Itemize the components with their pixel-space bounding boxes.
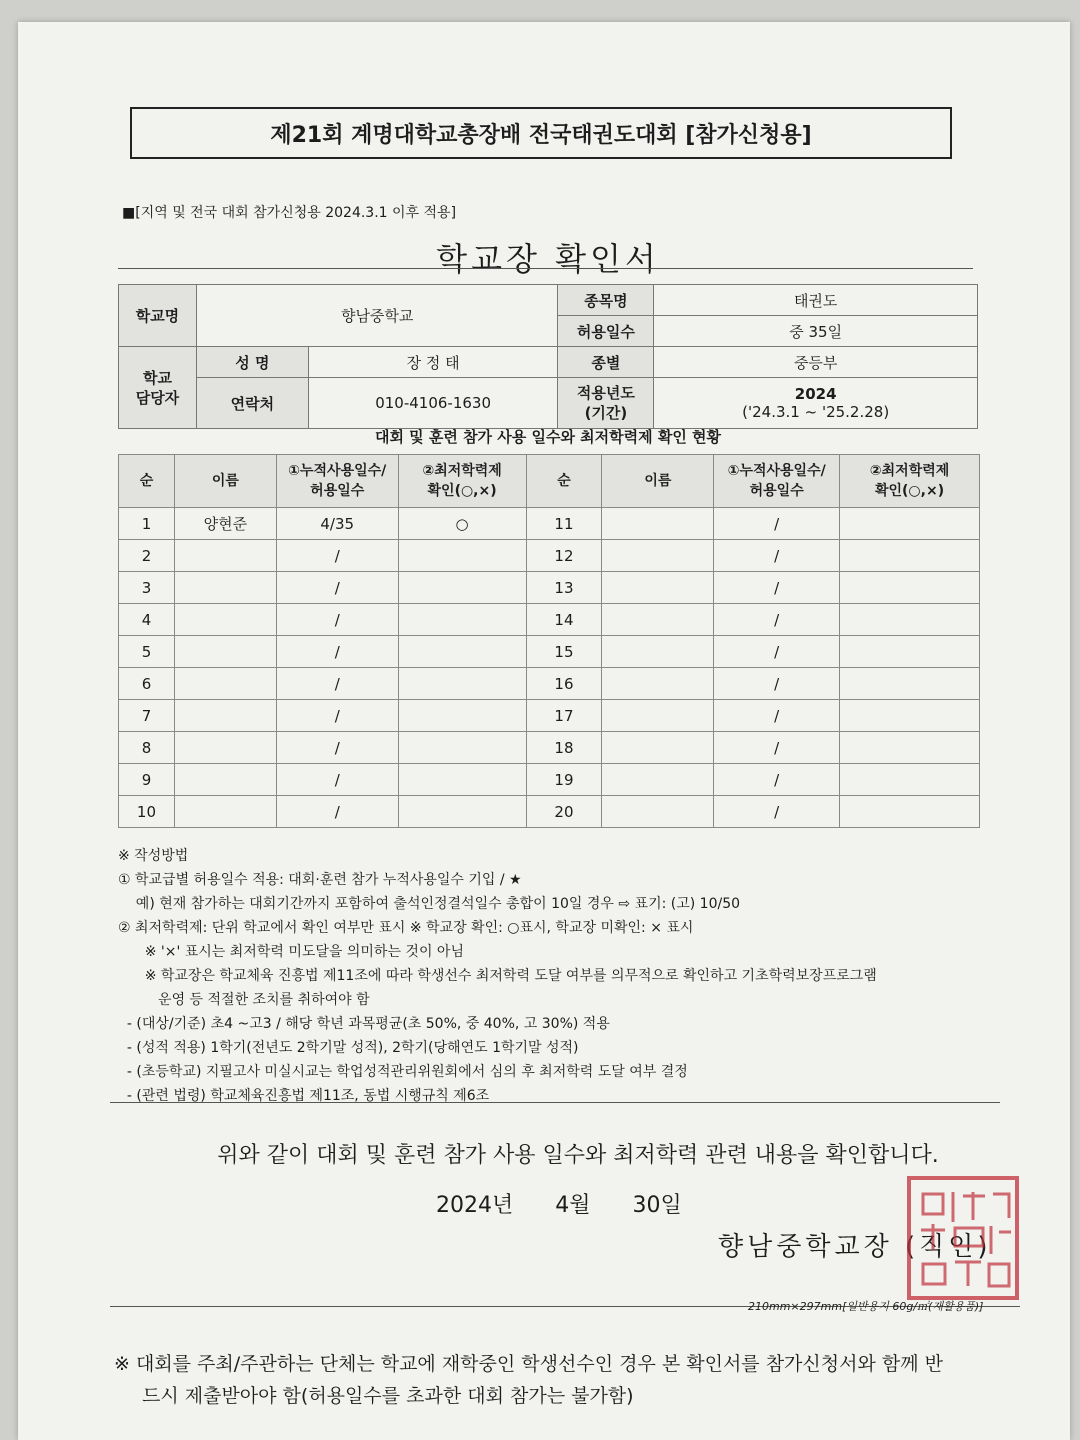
row-name [602, 732, 714, 764]
instructions [118, 844, 998, 1108]
table-row [119, 540, 980, 572]
row-days: / [714, 732, 840, 764]
instruction-line: 운영 등 적절한 조치를 취하여야 함 [118, 992, 370, 1008]
row-name [174, 668, 276, 700]
row-no: 11 [526, 508, 602, 540]
row-no: 2 [119, 540, 175, 572]
date [436, 1188, 682, 1219]
row-days: / [714, 540, 840, 572]
instruction-line: - (성적 적용) 1학기(전년도 2학기말 성적), 2학기(당해연도 1학기말 성적) [118, 1040, 579, 1056]
row-name [602, 764, 714, 796]
year-cell [654, 378, 978, 429]
divider [110, 1102, 1000, 1103]
manager-name: 장 정 태 [308, 347, 558, 378]
header-name: 이름 [602, 455, 714, 508]
document-page [18, 22, 1070, 1440]
row-check [840, 764, 980, 796]
bottom-note-line: 드시 제출받아야 함(허용일수를 초과한 대회 참가는 불가함) [142, 1385, 634, 1407]
row-no: 10 [119, 796, 175, 828]
row-check [398, 732, 526, 764]
row-name [602, 668, 714, 700]
row-days: / [714, 668, 840, 700]
competition-title: 제21회 계명대학교총장배 전국태권도대회 [참가신청용] [130, 107, 952, 159]
header-days: ①누적사용일수/ 허용일수 [714, 455, 840, 508]
row-no: 8 [119, 732, 175, 764]
event-value: 태권도 [654, 285, 978, 316]
row-no: 7 [119, 700, 175, 732]
header-no: 순 [526, 455, 602, 508]
row-check [398, 764, 526, 796]
school-info-table [118, 284, 978, 429]
row-name [174, 572, 276, 604]
instruction-line: - (관련 법령) 학교체육진흥법 제11조, 동법 시행규칙 제6조 [118, 1088, 490, 1104]
table-row [119, 764, 980, 796]
row-no: 14 [526, 604, 602, 636]
row-days: / [714, 508, 840, 540]
row-no: 19 [526, 764, 602, 796]
year-label: 적용년도 (기간) [558, 378, 654, 429]
row-check [398, 796, 526, 828]
instruction-line: - (대상/기준) 초4 ~고3 / 해당 학년 과목평균(초 50%, 중 40%, 고 30%) 적용 [118, 1016, 610, 1032]
instruction-line: ※ 작성방법 [118, 848, 189, 864]
row-check [398, 668, 526, 700]
row-days: / [276, 700, 398, 732]
bottom-note-line: ※ 대회를 주최/주관하는 단체는 학교에 재학중인 학생선수인 경우 본 확인서를 참가신청서와 함께 반 [114, 1353, 943, 1375]
row-check [840, 540, 980, 572]
row-no: 16 [526, 668, 602, 700]
event-label: 종목명 [558, 285, 654, 316]
row-check [840, 572, 980, 604]
row-no: 9 [119, 764, 175, 796]
row-check [398, 636, 526, 668]
bottom-note [114, 1348, 1014, 1412]
row-days: / [714, 700, 840, 732]
row-check [840, 732, 980, 764]
table-row [119, 572, 980, 604]
paper-size-note: 210mm×297mm[일반용지 60g/㎡(재활용품)] [748, 1300, 984, 1313]
row-days: / [276, 668, 398, 700]
allowed-days-label: 허용일수 [558, 316, 654, 347]
instruction-line: ② 최저학력제: 단위 학교에서 확인 여부만 표시 ※ 학교장 확인: ○표시, 학교장 미확인: × 표시 [118, 920, 694, 936]
year-period: ('24.3.1 ~ '25.2.28) [742, 403, 890, 421]
row-days: / [714, 796, 840, 828]
row-no: 3 [119, 572, 175, 604]
date-month: 4월 [555, 1193, 591, 1218]
row-no: 12 [526, 540, 602, 572]
table-row [119, 668, 980, 700]
divider [118, 268, 973, 269]
row-check [840, 700, 980, 732]
section-title: 대회 및 훈련 참가 사용 일수와 최저학력제 확인 현황 [374, 428, 722, 446]
instruction-line: ① 학교급별 허용일수 적용: 대회·훈련 참가 누적사용일수 기입 / ★ [118, 872, 522, 888]
header-no: 순 [119, 455, 175, 508]
row-no: 18 [526, 732, 602, 764]
row-days: / [714, 764, 840, 796]
manager-label: 학교 담당자 [119, 347, 197, 429]
date-day: 30일 [632, 1193, 682, 1218]
row-no: 4 [119, 604, 175, 636]
date-year: 2024년 [436, 1193, 514, 1218]
row-check: ○ [398, 508, 526, 540]
confirmation-text: 위와 같이 대회 및 훈련 참가 사용 일수와 최저학력 관련 내용을 확인합니다. [217, 1143, 939, 1168]
school-label: 학교명 [119, 285, 197, 347]
table-row [119, 508, 980, 540]
row-name [174, 732, 276, 764]
instruction-line: ※ '×' 표시는 최저학력 미도달을 의미하는 것이 아님 [118, 944, 464, 960]
row-check [398, 700, 526, 732]
row-days: / [714, 636, 840, 668]
row-name [602, 540, 714, 572]
row-no: 20 [526, 796, 602, 828]
row-days: / [276, 796, 398, 828]
row-days: / [714, 572, 840, 604]
row-check [398, 604, 526, 636]
row-name [174, 604, 276, 636]
row-no: 15 [526, 636, 602, 668]
row-no: 17 [526, 700, 602, 732]
row-no: 13 [526, 572, 602, 604]
division-label: 종별 [558, 347, 654, 378]
row-days: / [276, 540, 398, 572]
allowed-days-value: 중 35일 [654, 316, 978, 347]
row-check [398, 572, 526, 604]
participation-table [118, 454, 980, 828]
table-row [119, 796, 980, 828]
row-no: 6 [119, 668, 175, 700]
table-row [119, 700, 980, 732]
school-name: 향남중학교 [196, 285, 558, 347]
row-name [174, 540, 276, 572]
contact-label: 연락처 [196, 378, 308, 429]
row-check [840, 668, 980, 700]
row-check [840, 796, 980, 828]
row-no: 5 [119, 636, 175, 668]
division-value: 중등부 [654, 347, 978, 378]
row-days: / [276, 764, 398, 796]
row-name [174, 700, 276, 732]
document-title: 학교장 확인서 [436, 240, 660, 278]
row-days: / [276, 572, 398, 604]
row-name [602, 636, 714, 668]
applicability-notice: ■[지역 및 전국 대회 참가신청용 2024.3.1 이후 적용] [122, 205, 457, 221]
row-no: 1 [119, 508, 175, 540]
row-name [602, 700, 714, 732]
table-row [119, 732, 980, 764]
row-days: / [714, 604, 840, 636]
row-name [602, 796, 714, 828]
row-name [174, 764, 276, 796]
header-name: 이름 [174, 455, 276, 508]
row-check [398, 540, 526, 572]
row-name [602, 508, 714, 540]
row-name [174, 796, 276, 828]
contact-value: 010-4106-1630 [308, 378, 558, 429]
instruction-line: ※ 학교장은 학교체육 진흥법 제11조에 따라 학생선수 최저학력 도달 여부를 의무적으로 확인하고 기초학력보장프로그램 [118, 968, 877, 984]
row-name [602, 604, 714, 636]
instruction-line: 예) 현재 참가하는 대회기간까지 포함하여 출석인정결석일수 총합이 10일 경우 ⇨ 표기: (고) 10/50 [118, 896, 741, 912]
header-check: ②최저학력제 확인(○,×) [840, 455, 980, 508]
name-label: 성 명 [196, 347, 308, 378]
row-name: 양현준 [174, 508, 276, 540]
header-days: ①누적사용일수/ 허용일수 [276, 455, 398, 508]
instruction-line: - (초등학교) 지필고사 미실시교는 학업성적관리위원회에서 심의 후 최저학력 도달 여부 결정 [118, 1064, 688, 1080]
row-check [840, 604, 980, 636]
row-days: 4/35 [276, 508, 398, 540]
row-check [840, 636, 980, 668]
table-row [119, 636, 980, 668]
row-days: / [276, 732, 398, 764]
row-days: / [276, 604, 398, 636]
table-row [119, 604, 980, 636]
official-seal-icon [903, 1172, 1023, 1304]
row-check [840, 508, 980, 540]
header-check: ②최저학력제 확인(○,×) [398, 455, 526, 508]
row-name [602, 572, 714, 604]
year-value: 2024 [794, 385, 837, 403]
row-name [174, 636, 276, 668]
principal-signature: 향남중학교장 (직인) [718, 1232, 992, 1262]
row-days: / [276, 636, 398, 668]
